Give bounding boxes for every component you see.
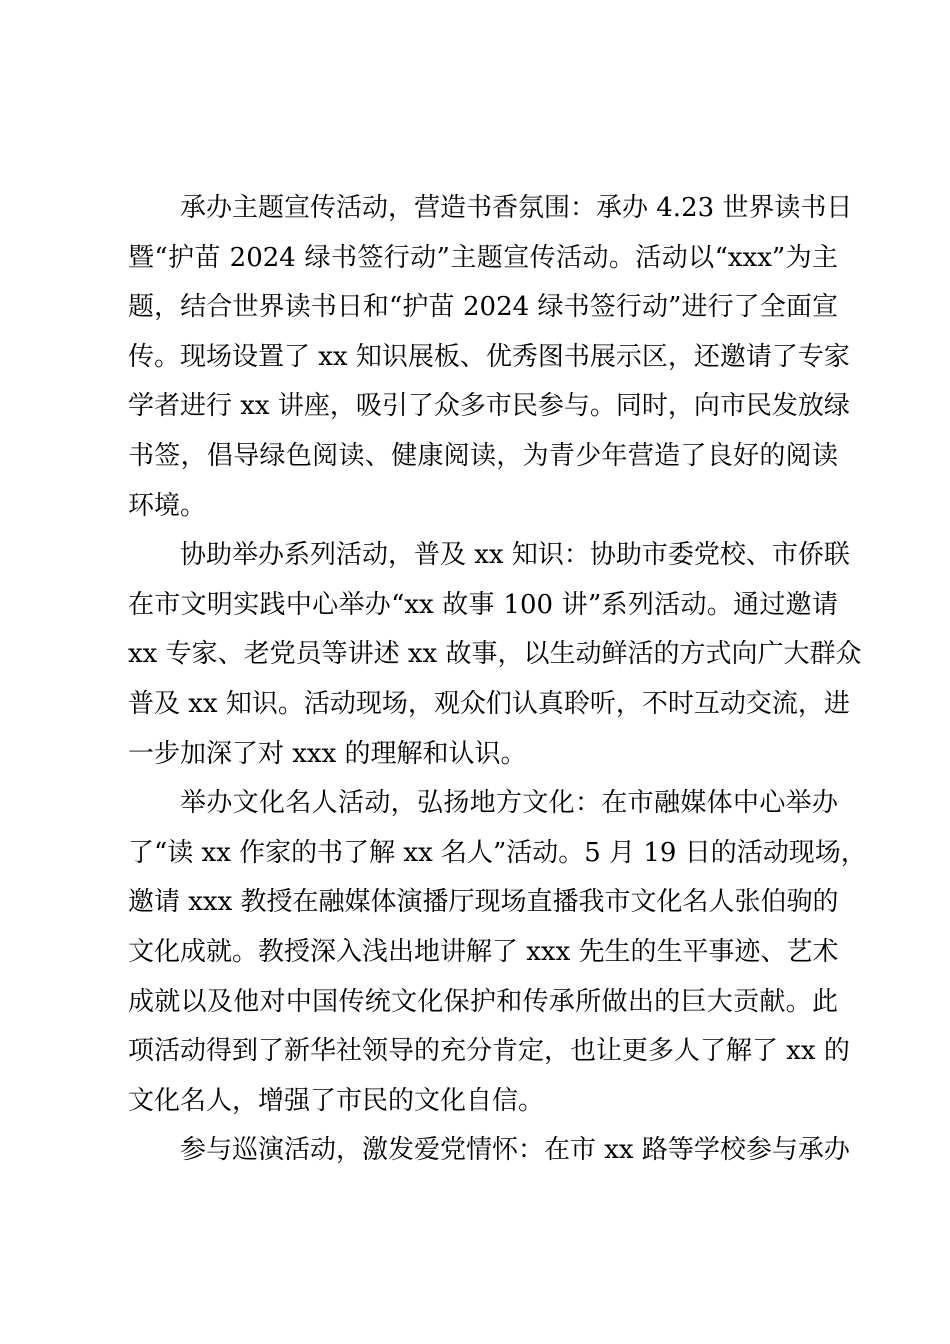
paragraph-reading-day (128, 184, 853, 531)
text-line: 参与巡演活动，激发爱党情怀：在市 xx 路等学校参与承办 (180, 1135, 850, 1166)
text-line: 在市文明实践中心举办“xx 故事 100 讲”系列活动。通过邀请 (128, 589, 838, 620)
paragraph-series-activity (128, 531, 862, 779)
text-line: 承办主题宣传活动，营造书香氛围：承办 4.23 世界读书日 (180, 193, 853, 223)
text-line: 环境。 (128, 490, 207, 521)
text-line: 邀请 xxx 教授在融媒体演播厅现场直播我市文化名人张伯驹的 (128, 887, 839, 918)
text-line: xx 专家、老党员等讲述 xx 故事，以生动鲜活的方式向广大群众 (128, 639, 862, 670)
text-line: 书签，倡导绿色阅读、健康阅读，为青少年营造了良好的阅读 (128, 440, 838, 471)
text-line: 学者进行 xx 讲座，吸引了众多市民参与。同时，向市民发放绿 (128, 391, 850, 422)
text-line: 文化成就。教授深入浅出地讲解了 xxx 先生的生平事迹、艺术 (128, 936, 839, 967)
text-line: 传。现场设置了 xx 知识展板、优秀图书展示区，还邀请了专家 (128, 341, 850, 372)
text-line: 题，结合世界读书日和“护苗 2024 绿书签行动”进行了全面宣 (128, 292, 838, 323)
text-line: 文化名人，增强了市民的文化自信。 (128, 1085, 545, 1116)
text-line: 成就以及他对中国传统文化保护和传承所做出的巨大贡献。此 (128, 986, 838, 1017)
text-line: 协助举办系列活动，普及 xx 知识：协助市委党校、市侨联 (180, 540, 850, 571)
text-line: 举办文化名人活动，弘扬地方文化：在市融媒体中心举办 (180, 788, 838, 819)
paragraph-tour-activity (128, 1126, 850, 1176)
text-line: 暨“护苗 2024 绿书签行动”主题宣传活动。活动以“xxx”为主 (128, 242, 838, 273)
text-line: 了“读 xx 作家的书了解 xx 名人”活动。5 月 19 日的活动现场， (128, 837, 867, 868)
paragraph-cultural-celebrity (128, 779, 867, 1126)
text-line: 普及 xx 知识。活动现场，观众们认真聆听，不时互动交流，进 (128, 688, 850, 719)
document-body (128, 184, 867, 1176)
text-line: 项活动得到了新华社领导的充分肯定，也让更多人了解了 xx 的 (128, 1036, 850, 1067)
text-line: 一步加深了对 xxx 的理解和认识。 (128, 738, 527, 769)
